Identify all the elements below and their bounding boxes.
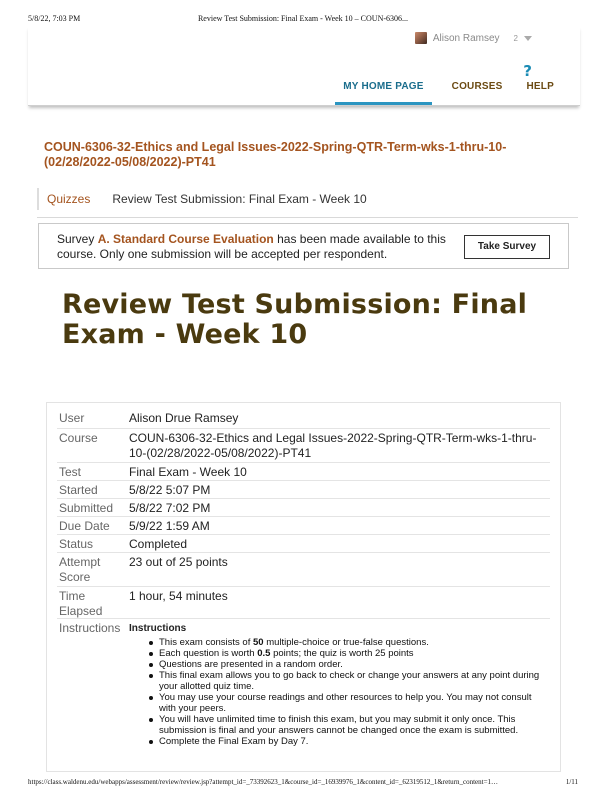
detail-value: 5/8/22 5:07 PM	[129, 483, 211, 497]
take-survey-button[interactable]: Take Survey	[464, 235, 550, 259]
nav-my-home-page[interactable]: MY HOME PAGE	[335, 81, 431, 105]
detail-label: Time Elapsed	[59, 589, 103, 618]
list-item: This final exam allows you to go back to check or change your answers at any point during your allotted quiz time.	[149, 670, 549, 692]
nav-courses[interactable]: COURSES	[451, 81, 503, 92]
detail-value: 23 out of 25 points	[129, 555, 228, 569]
detail-label: Attempt Score	[59, 555, 101, 584]
main-nav	[323, 81, 554, 105]
detail-label: Test	[59, 465, 82, 479]
breadcrumb-rule	[37, 217, 578, 218]
chevron-down-icon[interactable]	[524, 36, 532, 41]
detail-label: Due Date	[59, 519, 110, 533]
detail-value: 5/9/22 1:59 AM	[129, 519, 210, 533]
detail-label: Course	[59, 431, 98, 445]
detail-value: 1 hour, 54 minutes	[129, 589, 228, 603]
instructions-title: Instructions	[129, 623, 187, 634]
detail-label: Status	[59, 537, 94, 551]
notification-badge[interactable]: 2	[513, 33, 518, 43]
course-title-link[interactable]: COUN-6306-32-Ethics and Legal Issues-2022-Spring-QTR-Term-wks-1-thru-10-(02/28/2022-05/08/2022)-PT41	[44, 140, 507, 169]
avatar	[415, 32, 427, 44]
survey-prefix: Survey	[57, 232, 95, 246]
nav-help[interactable]: HELP	[526, 81, 554, 92]
detail-label: User	[59, 411, 85, 425]
detail-value: Alison Drue Ramsey	[129, 411, 239, 425]
detail-row-status	[57, 535, 550, 553]
list-item: You will have unlimited time to finish this exam, but you may submit it only once. This submission is final and your answers cannot be changed once the exam is submitted.	[149, 714, 549, 736]
print-url: https://class.waldenu.edu/webapps/assessment/review/review.jsp?attempt_id=_73392623_1&course_id=_16939976_1&content_id=_62319512_1&return_content=1…	[28, 778, 499, 786]
detail-value: COUN-6306-32-Ethics and Legal Issues-2022-Spring-QTR-Term-wks-1-thru-10-(02/28/2022-05/08/2022)-PT41	[129, 431, 537, 460]
detail-value: Final Exam - Week 10	[129, 465, 247, 479]
print-footer	[28, 778, 578, 790]
user-menu[interactable]	[415, 30, 532, 46]
breadcrumb-quizzes-link[interactable]: Quizzes	[47, 192, 91, 206]
breadcrumb-divider	[37, 188, 39, 210]
print-date: 5/8/22, 7:03 PM	[28, 14, 81, 23]
breadcrumb-current: Review Test Submission: Final Exam - Week 10	[112, 192, 367, 206]
print-header	[28, 14, 578, 26]
print-title: Review Test Submission: Final Exam - Week 10 – COUN-6306...	[197, 14, 409, 23]
detail-row-submitted	[57, 499, 550, 517]
help-icon[interactable]: ?	[523, 62, 532, 80]
list-item: You may use your course readings and other resources to help you. You may not consult with your peers.	[149, 692, 549, 714]
detail-row-test	[57, 463, 550, 481]
survey-link[interactable]: A. Standard Course Evaluation	[97, 232, 274, 246]
detail-row-started	[57, 481, 550, 499]
list-item: Each question is worth 0.5 points; the quiz is worth 25 points	[149, 648, 549, 659]
survey-suffix: has been made available to this course. Only one submission will be accepted per respondent.	[57, 232, 446, 261]
detail-row-course	[57, 429, 550, 463]
detail-value: Completed	[129, 537, 188, 551]
print-page-number: 1/11	[565, 778, 578, 786]
list-item: This exam consists of 50 multiple-choice or true-false questions.	[149, 637, 549, 648]
list-item: Complete the Final Exam by Day 7.	[149, 736, 549, 747]
detail-label: Instructions	[59, 621, 121, 635]
list-item: Questions are presented in a random order.	[149, 659, 549, 670]
detail-row-due-date	[57, 517, 550, 535]
detail-row-attempt-score	[57, 553, 550, 587]
breadcrumb	[37, 186, 578, 212]
survey-message	[57, 232, 447, 262]
detail-value: 5/8/22 7:02 PM	[129, 501, 211, 515]
instructions-list	[149, 637, 549, 747]
submission-details	[46, 402, 561, 772]
user-name[interactable]: Alison Ramsey	[432, 32, 500, 44]
detail-row-time-elapsed	[57, 587, 550, 619]
top-navigation-bar	[28, 26, 580, 106]
detail-label: Submitted	[59, 501, 114, 515]
survey-notice	[38, 223, 569, 269]
detail-row-user	[57, 409, 550, 429]
detail-label: Started	[59, 483, 98, 497]
page-title: Review Test Submission: Final Exam - Week 10	[62, 289, 528, 350]
